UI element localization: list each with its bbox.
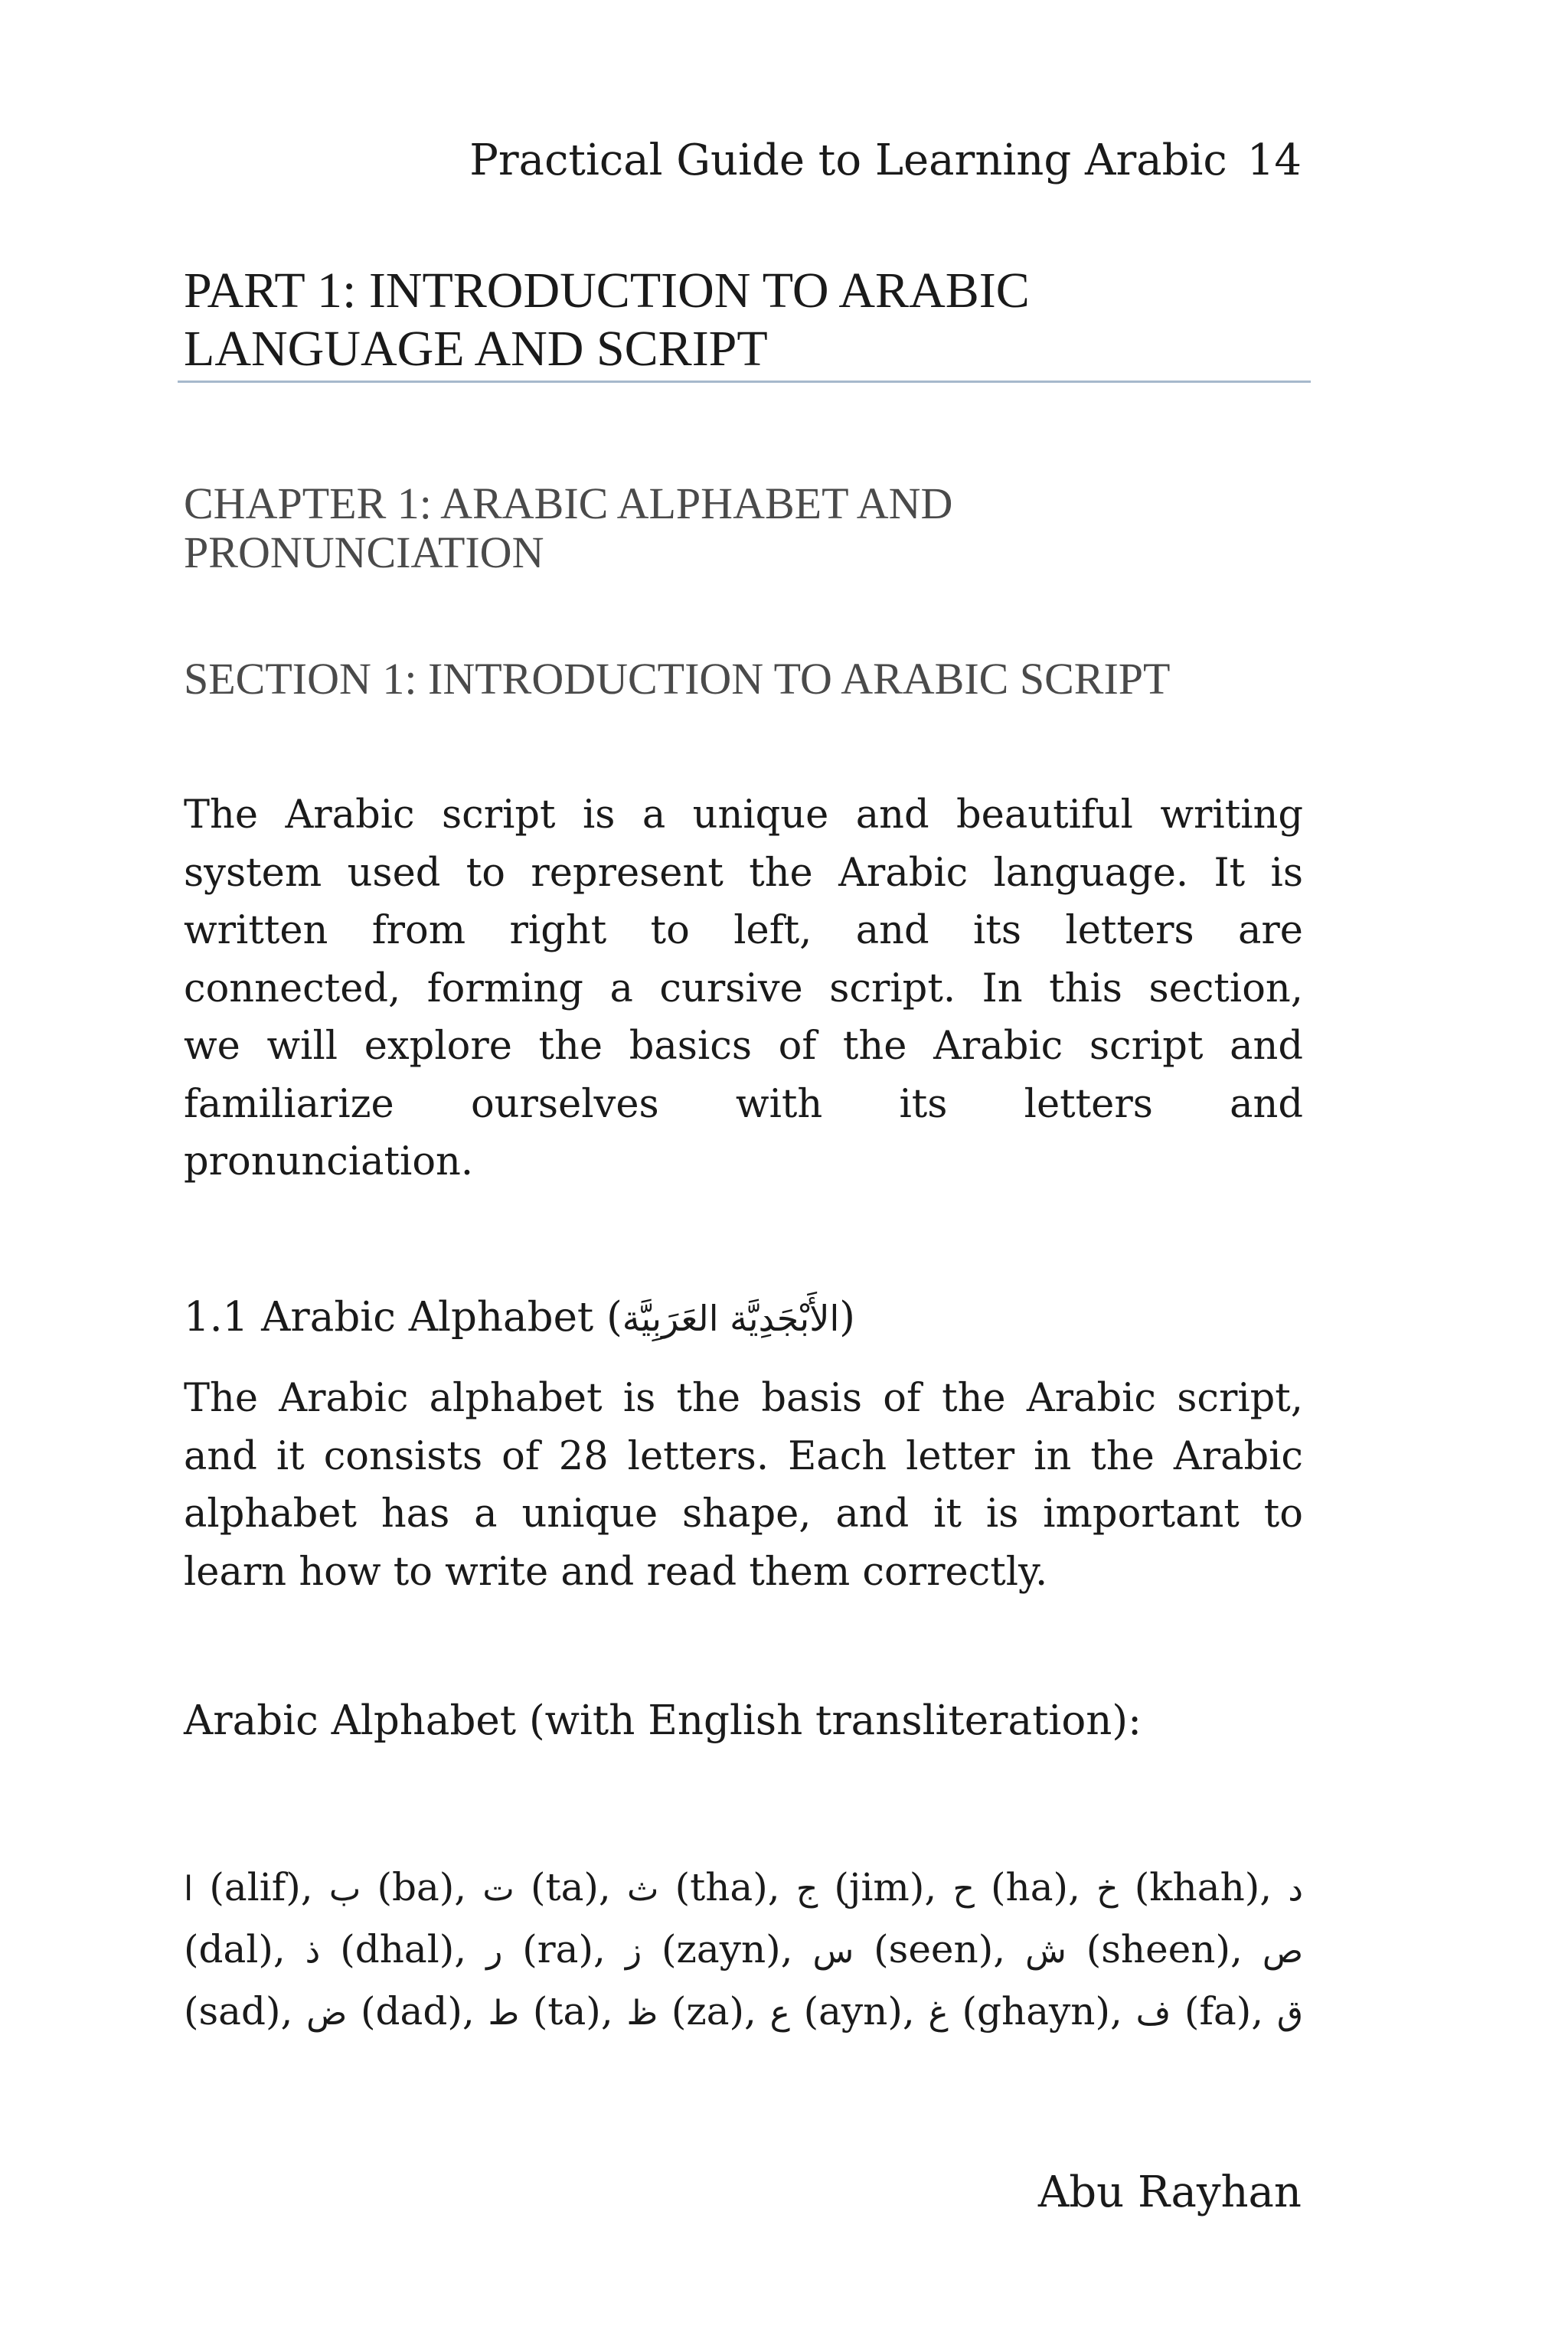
part-heading (184, 262, 1302, 378)
arabic-letter: ا (184, 1870, 194, 1909)
letter-transliteration: (sad), (184, 1989, 307, 2034)
intro-paragraph-line: connected, forming a cursive script. In this section, (184, 965, 1303, 1011)
running-header (184, 135, 1302, 187)
arabic-letter: ذ (305, 1932, 321, 1971)
alphabet-paragraph-line: The Arabic alphabet is the basis of the Arabic script, (184, 1376, 1303, 1421)
arabic-letter: ق (1276, 1994, 1304, 2033)
alphabet-paragraph (184, 1370, 1303, 1601)
letter-transliteration: (ba), (361, 1865, 483, 1909)
page-number: 14 (1246, 136, 1302, 185)
letter-transliteration: (zayn), (642, 1927, 813, 1971)
letter-transliteration: (jim), (818, 1865, 953, 1909)
arabic-letter: ج (795, 1870, 818, 1909)
part-heading-rule (178, 381, 1311, 383)
intro-paragraph-line: we will explore the basics of the Arabic script and (184, 1024, 1303, 1069)
intro-paragraph (184, 786, 1303, 1191)
intro-paragraph-line: system used to represent the Arabic language. It is (184, 850, 1303, 896)
letter-transliteration: (dhal), (320, 1927, 487, 1971)
letter-transliteration: (dad), (347, 1989, 488, 2034)
intro-paragraph-line: written from right to left, and its letters are (184, 908, 1303, 953)
letter-line-3 (184, 1981, 1303, 2043)
arabic-letter: ع (769, 1994, 790, 2033)
letter-transliteration: (tha), (658, 1865, 796, 1909)
part-heading-line-2: LANGUAGE AND SCRIPT (184, 321, 768, 377)
arabic-letter: ص (1262, 1932, 1304, 1971)
letter-transliteration: (ha), (974, 1865, 1097, 1909)
arabic-letter: د (1288, 1870, 1303, 1909)
intro-paragraph-line: familiarize ourselves with its letters and (184, 1081, 1303, 1127)
alphabet-paragraph-line: alphabet has a unique shape, and it is important to (184, 1491, 1303, 1537)
arabic-letter: ز (625, 1932, 642, 1971)
arabic-letter: س (812, 1932, 854, 1971)
subsection-arabic-title: الأَبْجَدِيَّة العَرَبِيَّة (622, 1298, 840, 1339)
letter-transliteration: (alif), (193, 1865, 329, 1909)
arabic-letter: ض (306, 1994, 348, 2033)
part-heading-line-1: PART 1: INTRODUCTION TO ARABIC (184, 263, 1030, 318)
chapter-heading-line-2: PRONUNCIATION (184, 528, 544, 577)
arabic-letter: ح (952, 1870, 975, 1909)
arabic-letter: ب (328, 1870, 361, 1909)
arabic-letter: خ (1096, 1870, 1119, 1909)
alphabet-paragraph-line: and it consists of 28 letters. Each letter in the Arabic (184, 1433, 1303, 1479)
letter-line-2 (184, 1919, 1303, 1981)
arabic-letter: ش (1025, 1932, 1067, 1971)
alphabet-list-label: Arabic Alphabet (with English transliteration): (184, 1697, 1142, 1744)
alphabet-letter-list (184, 1857, 1303, 2043)
letter-transliteration: (fa), (1171, 1989, 1277, 2034)
subsection-label: 1.1 Arabic Alphabet ( (184, 1294, 622, 1341)
letter-transliteration: (ta), (514, 1865, 627, 1909)
intro-paragraph-line: pronunciation. (184, 1139, 474, 1184)
letter-transliteration: (ghayn), (948, 1989, 1136, 2034)
letter-transliteration: (seen), (854, 1927, 1026, 1971)
intro-paragraph-line: The Arabic script is a unique and beautiful writing (184, 792, 1303, 838)
author-name: Abu Rayhan (1037, 2167, 1302, 2217)
arabic-letter: غ (928, 1994, 949, 2033)
section-heading: SECTION 1: INTRODUCTION TO ARABIC SCRIPT (184, 654, 1171, 704)
arabic-letter: ت (482, 1870, 514, 1909)
arabic-letter: ث (627, 1870, 659, 1909)
arabic-letter: ر (486, 1932, 503, 1971)
letter-transliteration: (za), (658, 1989, 770, 2034)
chapter-heading (184, 479, 1302, 577)
subsection-close-paren: ) (839, 1294, 855, 1341)
letter-transliteration: (ta), (519, 1989, 627, 2034)
letter-transliteration: (dal), (184, 1927, 305, 1971)
letter-transliteration: (ra), (502, 1927, 626, 1971)
arabic-letter: ف (1135, 1994, 1171, 2033)
chapter-heading-line-1: CHAPTER 1: ARABIC ALPHABET AND (184, 479, 953, 528)
arabic-letter: ظ (626, 1994, 658, 2033)
letter-transliteration: (ayn), (789, 1989, 929, 2034)
letter-transliteration: (khah), (1118, 1865, 1289, 1909)
alphabet-paragraph-line: learn how to write and read them correctly. (184, 1549, 1048, 1595)
letter-line-1 (184, 1857, 1303, 1919)
subsection-heading (184, 1292, 1302, 1344)
letter-transliteration: (sheen), (1066, 1927, 1263, 1971)
book-title: Practical Guide to Learning Arabic (469, 136, 1227, 185)
arabic-letter: ط (488, 1994, 520, 2033)
